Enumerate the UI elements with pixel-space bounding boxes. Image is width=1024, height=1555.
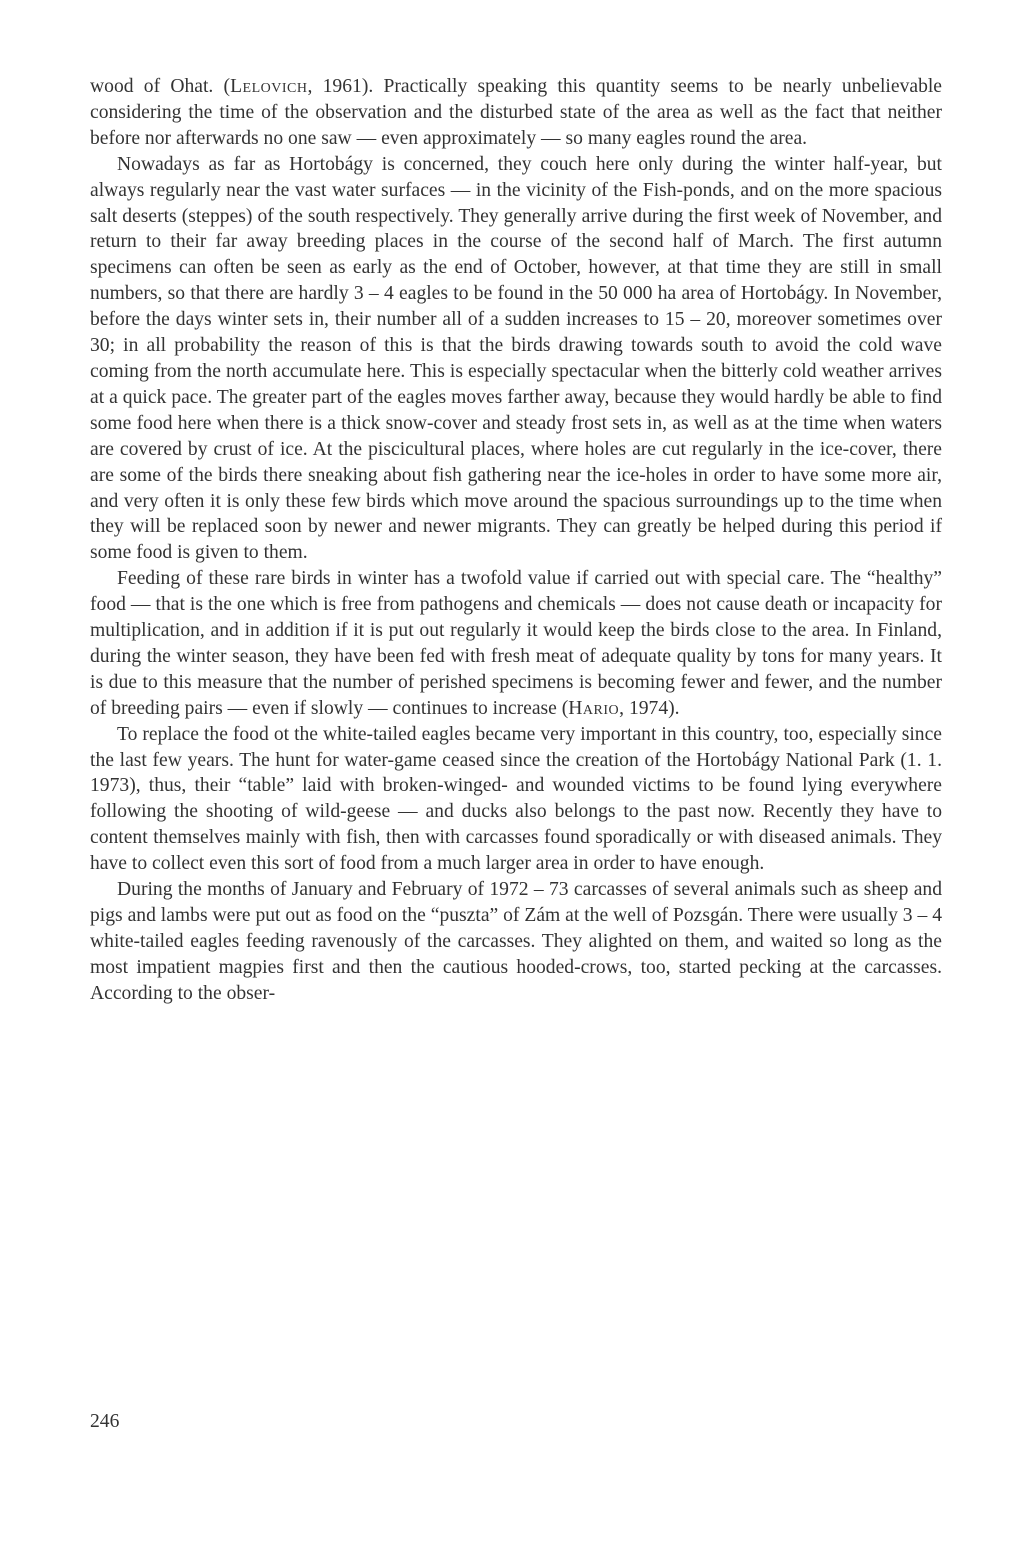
paragraph-text: During the months of January and February of 1972 – 73 carcasses of several animals such as sheep and pigs and lambs were put out as food on the “puszta” of Zám at the well of Pozsgán. There were usually 3 – 4 white-tailed eagles feeding ravenously of the carcasses. They alighted on them, and waited so long as the most impatient magpies first and then the cautious hooded-crows, too, started pecking at the carcasses. According to the obser-	[90, 879, 942, 1004]
paragraph-text: Nowadays as far as Hortobágy is concerned, they couch here only during the winter half-year, but always regularly near the vast water surfaces — in the vicinity of the Fish-ponds, and on the more spacious salt deserts (steppes) of the south respectively. They generally arrive during the first week of November, and return to their far away breeding places in the course of the second half of March. The first autumn specimens can often be seen as early as the end of October, however, at that time they are still in small numbers, so that there are hardly 3 – 4 eagles to be found in the 50 000 ha area of Hortobágy. In November, before the days winter sets in, their number all of a sudden increases to 15 – 20, moreover sometimes over 30; in all probability the reason of this is that the birds drawing towards south to avoid the cold wave coming from the north accumulate here. This is especially spectacular when the bitterly cold weather arrives at a quick pace. The greater part of the eagles moves farther away, because they would hardly be able to find some food here when there is a thick snow-cover and steady frost sets in, as well as at the time when waters are covered by crust of ice. At the piscicultural places, where holes are cut regularly in the ice-cover, there are some of the birds there sneaking about fish gathering near the ice-holes in order to have some more air, and very often it is only these few birds which move around the spacious surroundings up to the time when they will be replaced soon by newer and newer migrants. They can greatly be helped during this period if some food is given to them.	[90, 153, 942, 564]
paragraph-text: , 1974).	[619, 697, 680, 719]
paragraph-text: wood of Ohat. (	[90, 76, 231, 97]
paragraph-text: , 1961). Practically speaking this quantity seems to be nearly unbelievable considering the time of the observation and the disturbed state of the area as well as the fact that neither before nor afterwards no one saw — even approximately — so many eagles round the area.	[90, 76, 943, 149]
author-citation: Lelovich	[230, 76, 308, 97]
page-body	[90, 74, 942, 1007]
author-citation: Hario	[568, 697, 620, 719]
paragraph-2	[90, 152, 942, 567]
paragraph-1	[90, 74, 942, 152]
paragraph-3	[90, 566, 942, 721]
paragraph-4	[90, 722, 942, 877]
paragraph-5	[90, 877, 942, 1007]
paragraph-text: To replace the food ot the white-tailed eagles became very important in this country, too, especially since the last few years. The hunt for water-game ceased since the creation of the Hortobágy National Park (1. 1. 1973), thus, their “table” laid with broken-winged- and wounded victims to be found lying everywhere following the shooting of wild-geese — and ducks also belongs to the past now. Recently they have to content themselves mainly with fish, then with carcasses found sporadically or with diseased animals. They have to collect even this sort of food from a much larger area in order to have enough.	[90, 723, 942, 875]
paragraph-text: Feeding of these rare birds in winter has a twofold value if carried out with special care. The “healthy” food — that is the one which is free from pathogens and chemicals — does not cause death or incapacity for multiplication, and in addition if it is put out regularly it would keep the birds close to the area. In Finland, during the winter season, they have been fed with fresh meat of adequate quality by tons for many years. It is due to this measure that the number of perished specimens is becoming fewer and fewer, and the number of breeding pairs — even if slowly — continues to increase (	[90, 568, 942, 719]
page-number: 246	[90, 1411, 120, 1432]
